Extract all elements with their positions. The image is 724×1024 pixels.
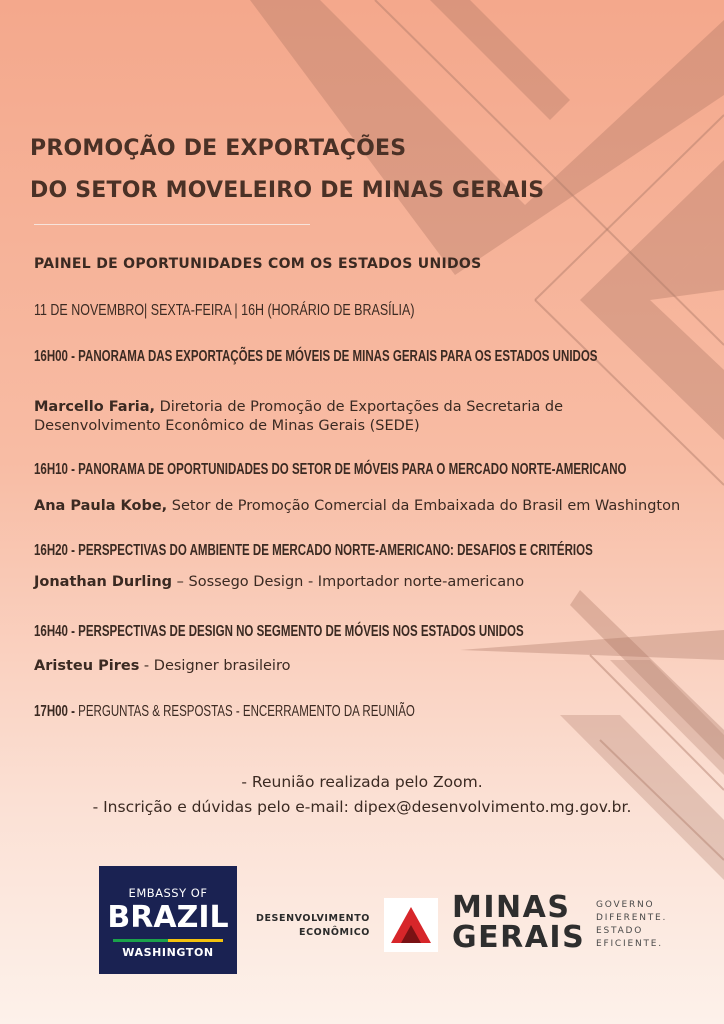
agenda-slot-1600: 16H00 - PANORAMA DAS EXPORTAÇÕES DE MÓVEIS DE MINAS GERAIS PARA OS ESTADOS UNIDOS: [34, 348, 598, 365]
embassy-of-brazil-logo: [99, 866, 237, 974]
desenv-line-2: ECONÔMICO: [298, 927, 370, 938]
agenda-slot-1620: 16H20 - PERSPECTIVAS DO AMBIENTE DE MERCADO NORTE-AMERICANO: DESAFIOS E CRITÉRIOS: [34, 542, 593, 559]
embassy-bottom-text: WASHINGTON: [122, 946, 214, 959]
speaker-role: – Sossego Design - Importador norte-americano: [172, 574, 525, 590]
speaker-name: Marcello Faria,: [34, 399, 155, 415]
mg-tag-2: DIFERENTE.: [596, 913, 668, 923]
page-title: [30, 128, 544, 212]
desenvolvimento-economico-label: [255, 912, 370, 940]
note-email: - Inscrição e dúvidas pelo e-mail: dipex@desenvolvimento.mg.gov.br.: [92, 798, 632, 816]
minas-gerais-triangle-icon: [384, 898, 438, 952]
mg-tag-4: EFICIENTE.: [596, 939, 663, 949]
speaker-name: Aristeu Pires: [34, 658, 140, 674]
closing-text: PERGUNTAS & RESPOSTAS - ENCERRAMENTO DA REUNIÃO: [74, 703, 415, 720]
agenda-closing: [34, 703, 415, 721]
title-line-1: PROMOÇÃO DE EXPORTAÇÕES: [30, 136, 407, 161]
agenda-speaker-4: [34, 657, 694, 676]
embassy-brazil-text: BRAZIL: [107, 900, 229, 935]
minas-gerais-tagline: [596, 899, 667, 951]
minas-gerais-wordmark: [452, 890, 586, 955]
agenda-speaker-1: [34, 398, 694, 436]
desenv-line-1: DESENVOLVIMENTO: [255, 913, 370, 924]
mg-tag-3: ESTADO: [596, 926, 644, 936]
panel-title: PAINEL DE OPORTUNIDADES COM OS ESTADOS UNIDOS: [34, 256, 482, 272]
agenda-slot-1640: 16H40 - PERSPECTIVAS DE DESIGN NO SEGMENTO DE MÓVEIS NOS ESTADOS UNIDOS: [34, 623, 524, 640]
agenda-speaker-3: [34, 573, 694, 592]
embassy-top-text: EMBASSY OF: [128, 886, 208, 900]
speaker-role: - Designer brasileiro: [139, 658, 291, 674]
event-date: 11 DE NOVEMBRO| SEXTA-FEIRA | 16H (HORÁRIO DE BRASÍLIA): [34, 302, 415, 319]
embassy-flag-stripe: [113, 939, 223, 942]
speaker-name: Ana Paula Kobe,: [34, 498, 168, 514]
note-zoom: - Reunião realizada pelo Zoom.: [241, 773, 483, 791]
mg-tag-1: GOVERNO: [596, 900, 655, 910]
closing-time: 17H00 -: [34, 703, 75, 720]
title-divider: [34, 224, 310, 225]
speaker-role: Setor de Promoção Comercial da Embaixada do Brasil em Washington: [167, 498, 681, 514]
mg-line-1: MINAS: [452, 890, 571, 925]
agenda-speaker-2: [34, 497, 694, 516]
speaker-name: Jonathan Durling: [34, 574, 173, 590]
title-line-2: DO SETOR MOVELEIRO DE MINAS GERAIS: [30, 178, 545, 203]
agenda-slot-1610: 16H10 - PANORAMA DE OPORTUNIDADES DO SETOR DE MÓVEIS PARA O MERCADO NORTE-AMERICANO: [34, 461, 627, 478]
speaker-role: Diretoria de Promoção de Exportações da Secretaria de Desenvolvimento Econômico de Minas Gerais (SEDE): [34, 399, 564, 434]
event-notes: [0, 770, 724, 820]
mg-line-2: GERAIS: [452, 920, 586, 955]
